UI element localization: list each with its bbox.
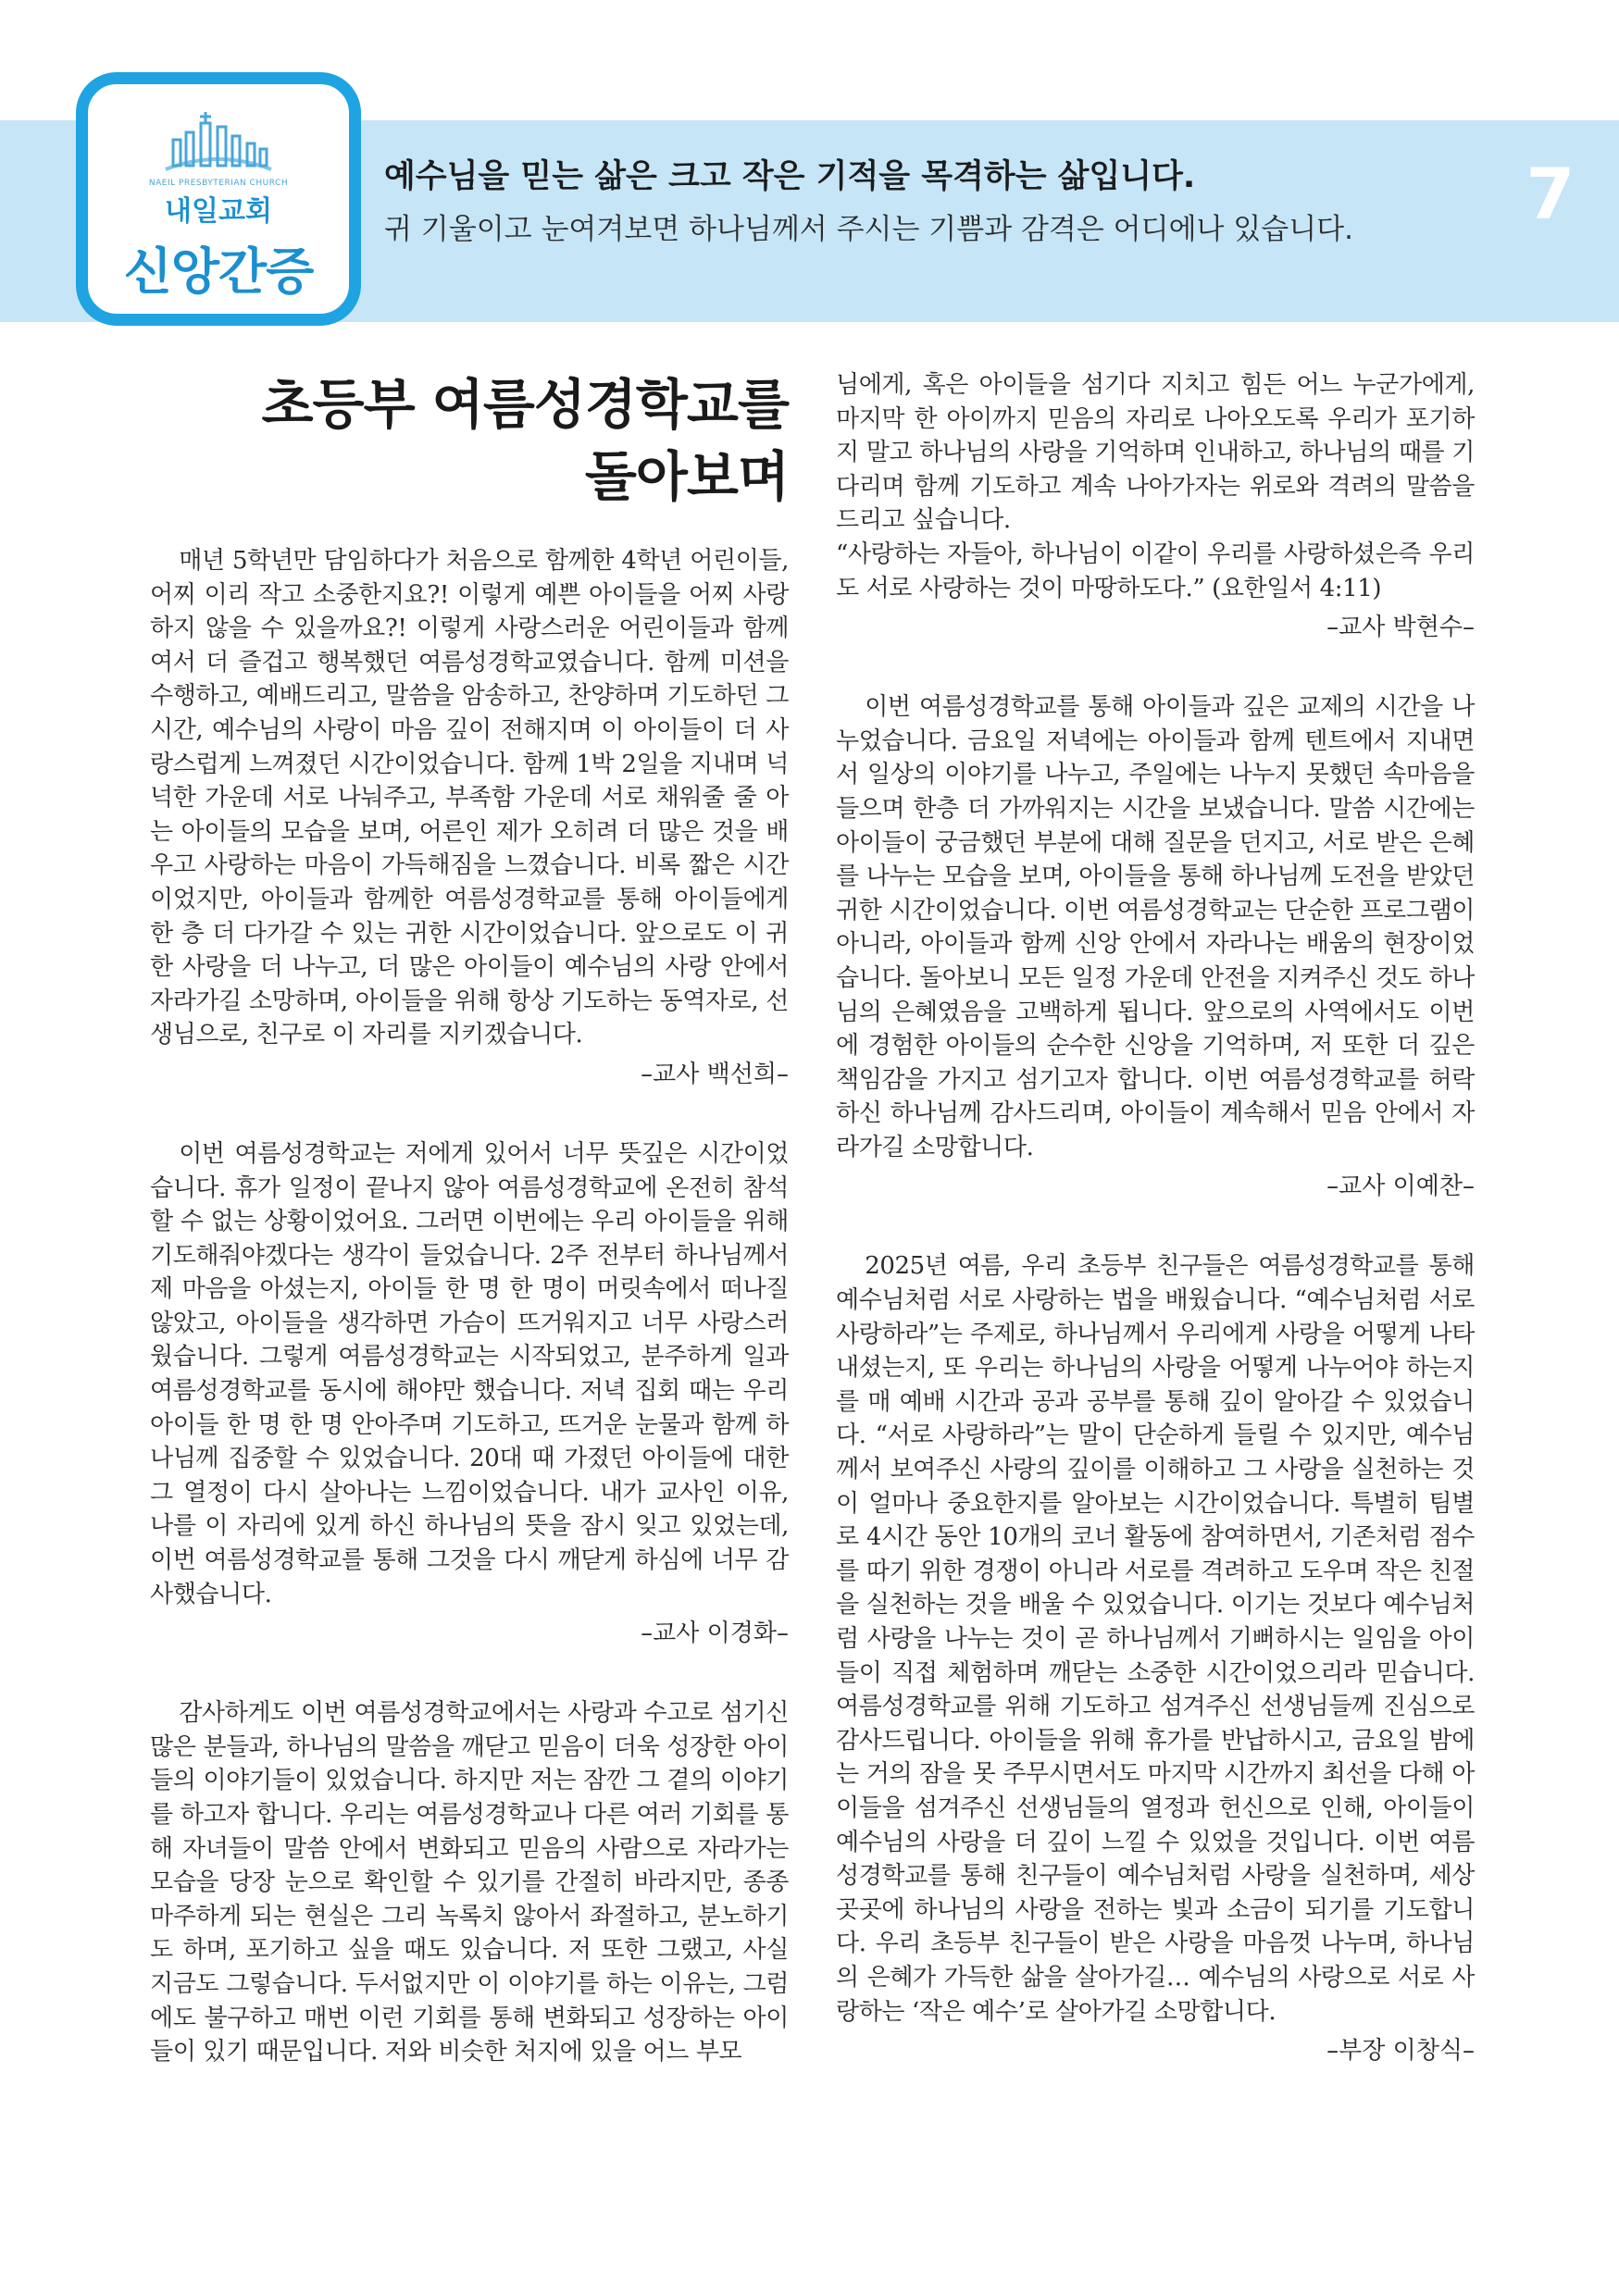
logo-name: 내일교회 xyxy=(165,195,272,228)
testimony-paragraph: 이번 여름성경학교를 통해 아이들과 깊은 교제의 시간을 나누었습니다. 금요일 저녁에는 아이들과 함께 텐트에서 지내면서 일상의 이야기를 나누고, 주일에는 나누지 못했던 속마음을 들으며 한층 더 가까워지는 시간을 보냈습니다. 말씀 시간에는 아이들이 궁금했던 부분에 대해 질문을 던지고, 서로 받은 은혜를 나누는 모습을 보며, 아이들을 통해 하나님께 도전을 받았던 귀한 시간이었습니다. 이번 여름성경학교는 단순한 프로그램이 아니라, 아이들과 함께 신앙 안에서 자라나는 배움의 현장이었습니다. 돌아보니 모든 일정 가운데 안전을 지켜주신 것도 하나님의 은혜였음을 고백하게 됩니다. 앞으로의 사역에서도 이번에 경험한 아이들의 순수한 신앙을 기억하며, 저 또한 더 깊은 책임감을 가지고 섬기고자 합니다. 이번 여름성경학교를 허락하신 하나님께 감사드리며, 아이들이 계속해서 믿음 안에서 자라가길 소망합니다. xyxy=(836,693,1475,1161)
section-title: 신앙간증 xyxy=(123,242,314,301)
header-headline: 예수님을 믿는 삶은 크고 작은 기적을 목격하는 삶입니다. xyxy=(384,158,1196,195)
testimony-signature: –교사 백선희– xyxy=(641,1060,789,1088)
title-line-2: 돌아보며 xyxy=(584,445,789,508)
testimony-signature: –부장 이창식– xyxy=(1326,2037,1475,2066)
testimony-paragraph: 매년 5학년만 담임하다가 처음으로 함께한 4학년 어린이들, 어찌 이리 작고 소중한지요?! 이렇게 예쁜 아이들을 어찌 사랑하지 않을 수 있을까요?! 이렇게 사랑스러운 어린이들과 함께여서 더 즐겁고 행복했던 여름성경학교였습니다. 함께 미션을 수행하고, 예배드리고, 말씀을 암송하고, 찬양하며 기도하던 그 시간, 예수님의 사랑이 마음 깊이 전해지며 이 아이들이 더 사랑스럽게 느껴졌던 시간이었습니다. 함께 1박 2일을 지내며 넉넉한 가운데 서로 나눠주고, 부족함 가운데 서로 채워줄 줄 아는 아이들의 모습을 보며, 어른인 제가 오히려 더 많은 것을 배우고 사랑하는 마음이 가득해짐을 느꼈습니다. 비록 짧은 시간이었지만, 아이들과 함께한 여름성경학교를 통해 아이들에게 한 층 더 다가갈 수 있는 귀한 시간이었습니다. 앞으로도 이 귀한 사랑을 더 나누고, 더 많은 아이들이 예수님의 사랑 안에서 자라가길 소망하며, 아이들을 위해 항상 기도하는 동역자로, 선생님으로, 친구로 이 자리를 지키겠습니다. xyxy=(150,547,789,1049)
section-badge xyxy=(76,72,361,326)
testimony-paragraph-continued: 님에게, 혹은 아이들을 섬기다 지치고 힘든 어느 누군가에게, 마지막 한 아이까지 믿음의 자리로 나아오도록 우리가 포기하지 말고 하나님의 사랑을 기억하며 인내하고, 하나님의 때를 기다리며 함께 기도하고 계속 나아가자는 위로와 격려의 말씀을 드리고 싶습니다. xyxy=(836,371,1475,535)
testimony-signature: –교사 박현수– xyxy=(1326,614,1475,642)
testimony-paragraph: 이번 여름성경학교는 저에게 있어서 너무 뜻깊은 시간이었습니다. 휴가 일정이 끝나지 않아 여름성경학교에 온전히 참석할 수 없는 상황이었어요. 그러면 이번에는 우리 아이들을 위해 기도해줘야겠다는 생각이 들었습니다. 2주 전부터 하나님께서 제 마음을 아셨는지, 아이들 한 명 한 명이 머릿속에서 떠나질 않았고, 아이들을 생각하면 가슴이 뜨거워지고 너무 사랑스러웠습니다. 그렇게 여름성경학교는 시작되었고, 분주하게 일과 여름성경학교를 동시에 해야만 했습니다. 저녁 집회 때는 우리 아이들 한 명 한 명 안아주며 기도하고, 뜨거운 눈물과 함께 하나님께 집중할 수 있었습니다. 20대 때 가졌던 아이들에 대한 그 열정이 다시 살아나는 느낌이었습니다. 내가 교사인 이유, 나를 이 자리에 있게 하신 하나님의 뜻을 잠시 잊고 있었는데, 이번 여름성경학교를 통해 그것을 다시 깨닫게 하심에 너무 감사했습니다. xyxy=(150,1139,789,1608)
article-title xyxy=(150,368,789,513)
bible-quote: “사랑하는 자들아, 하나님이 이같이 우리를 사랑하셨은즉 우리도 서로 사랑하는 것이 마땅하도다.” (요한일서 4:11) xyxy=(836,540,1475,602)
right-column xyxy=(836,368,1475,2067)
left-column xyxy=(150,352,789,2069)
church-logo-icon xyxy=(160,112,277,177)
logo-small-text: NAEIL PRESBYTERIAN CHURCH xyxy=(148,179,289,188)
header-subline: 귀 기울이고 눈여겨보면 하나님께서 주시는 기쁨과 감격은 어디에나 있습니다. xyxy=(384,213,1353,246)
title-line-1: 초등부 여름성경학교를 xyxy=(261,373,789,436)
testimony-paragraph: 2025년 여름, 우리 초등부 친구들은 여름성경학교를 통해 예수님처럼 서로 사랑하는 법을 배웠습니다. “예수님처럼 서로 사랑하라”는 주제로, 하나님께서 우리에게 사랑을 어떻게 나타내셨는지, 또 우리는 하나님의 사랑을 어떻게 나누어야 하는지를 매 예배 시간과 공과 공부를 통해 깊이 알아갈 수 있었습니다. “서로 사랑하라”는 말이 단순하게 들릴 수 있지만, 예수님께서 보여주신 사랑의 깊이를 이해하고 그 사랑을 실천하는 것이 얼마나 중요한지를 알아보는 시간이었습니다. 특별히 팀별로 4시간 동안 10개의 코너 활동에 참여하면서, 기존처럼 점수를 따기 위한 경쟁이 아니라 서로를 격려하고 도우며 작은 친절을 실천하는 것을 배울 수 있었습니다. 이기는 것보다 예수님처럼 사랑을 나누는 것이 곧 하나님께서 기뻐하시는 일임을 아이들이 직접 체험하며 깨닫는 소중한 시간이었으리라 믿습니다. 여름성경학교를 위해 기도하고 섬겨주신 선생님들께 진심으로 감사드립니다. 아이들을 위해 휴가를 반납하시고, 금요일 밤에는 거의 잠을 못 주무시면서도 마지막 시간까지 최선을 다해 아이들을 섬겨주신 선생님들의 열정과 헌신으로 인해, 아이들이 예수님의 사랑을 더 깊이 느낄 수 있었을 것입니다. 이번 여름성경학교를 통해 친구들이 예수님처럼 사랑을 실천하며, 세상 곳곳에 하나님의 사랑을 전하는 빛과 소금이 되기를 기도합니다. 우리 초등부 친구들이 받은 사랑을 마음껏 나누며, 하나님의 은혜가 가득한 삶을 살아가길… 예수님의 사랑으로 서로 사랑하는 ‘작은 예수’로 살아가길 소망합니다. xyxy=(836,1252,1475,2026)
page-number: 7 xyxy=(1526,153,1575,235)
testimony-signature: –교사 이예찬– xyxy=(1326,1173,1475,1201)
testimony-paragraph: 감사하게도 이번 여름성경학교에서는 사랑과 수고로 섬기신 많은 분들과, 하나님의 말씀을 깨닫고 믿음이 더욱 성장한 아이들의 이야기들이 있었습니다. 하지만 저는 잠깐 그 곁의 이야기를 하고자 합니다. 우리는 여름성경학교나 다른 여러 기회를 통해 자녀들이 말씀 안에서 변화되고 믿음의 사람으로 자라가는 모습을 당장 눈으로 확인할 수 있기를 간절히 바라지만, 종종 마주하게 되는 현실은 그리 녹록치 않아서 좌절하고, 분노하기도 하며, 포기하고 싶을 때도 있습니다. 저 또한 그랬고, 사실 지금도 그렇습니다. 두서없지만 이 이야기를 하는 이유는, 그럼에도 불구하고 매번 이런 기회를 통해 변화되고 성장하는 아이들이 있기 때문입니다. 저와 비슷한 처지에 있을 어느 부모 xyxy=(150,1699,789,2066)
testimony-signature: –교사 이경화– xyxy=(641,1620,789,1648)
